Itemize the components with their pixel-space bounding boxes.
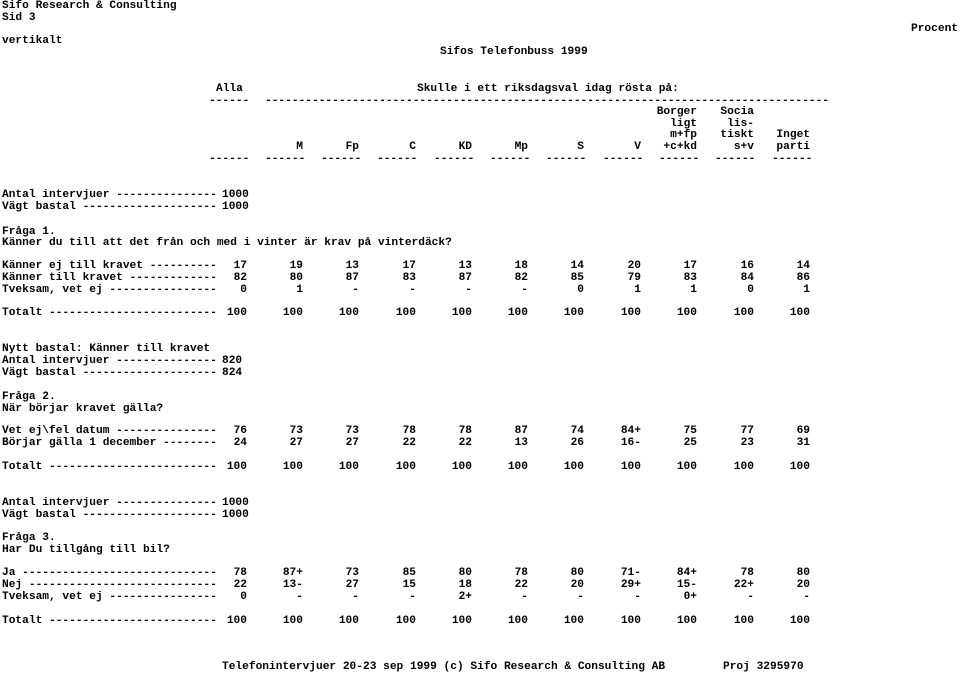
column-header: lis-	[727, 117, 754, 130]
cell-value: 0	[747, 284, 754, 296]
cell-value: 0+	[683, 591, 697, 603]
alla-header: Alla	[216, 83, 243, 95]
cell-value: 100	[676, 615, 697, 627]
cell-value: 100	[620, 307, 641, 319]
cell-value: 2+	[458, 591, 472, 603]
cell-value: 84	[740, 272, 754, 284]
alla-rule: ------	[209, 95, 250, 107]
cell-value: 17	[402, 260, 416, 272]
cell-value: 85	[570, 272, 584, 284]
column-header: ligt	[670, 117, 697, 130]
column-header: KD	[458, 140, 472, 153]
cell-value: 87	[458, 272, 472, 284]
cell-value: 100	[451, 307, 472, 319]
question-number: Fråga 1.	[2, 226, 56, 238]
cell-value: 83	[683, 272, 697, 284]
cell-value: 27	[289, 437, 303, 449]
column-header: Fp	[345, 140, 359, 153]
column-header: tiskt	[720, 129, 754, 141]
cell-value: 13	[458, 260, 472, 272]
cell-value: 87	[514, 425, 528, 437]
project-number: Proj 3295970	[723, 661, 804, 673]
cell-value: 15	[402, 579, 416, 591]
column-header: Borger	[656, 106, 697, 118]
cell-value: 23	[740, 437, 754, 449]
column-rule: ------	[603, 153, 644, 165]
cell-value: 100	[620, 461, 641, 473]
row-label: Vet ej\fel datum ---------------	[2, 425, 217, 437]
cell-value: 26	[570, 437, 584, 449]
cell-value: -	[577, 591, 584, 603]
base-label: Antal intervjuer ---------------	[2, 189, 217, 201]
cell-value: 16	[740, 260, 754, 272]
cell-value: 80	[289, 272, 303, 284]
cell-value: 22	[402, 437, 416, 449]
cell-value: 100	[789, 307, 810, 319]
cell-value: 100	[563, 461, 584, 473]
group-title: Skulle i ett riksdagsval idag rösta på:	[417, 83, 679, 95]
cell-value: 78	[402, 425, 416, 437]
cell-value: 0	[577, 284, 584, 296]
column-header: S	[577, 140, 584, 153]
cell-value: 16-	[620, 437, 641, 449]
cell-value: 22+	[733, 579, 754, 591]
cell-value: -	[803, 591, 810, 603]
column-rule: ------	[434, 153, 475, 165]
base-label: Antal intervjuer ---------------	[2, 355, 217, 367]
question-number: Fråga 3.	[2, 532, 56, 544]
cell-value: 100	[395, 615, 416, 627]
cell-value: 15-	[676, 579, 697, 591]
column-header: s+v	[733, 140, 754, 153]
cell-value: 18	[514, 260, 528, 272]
column-header: m+fp	[670, 129, 697, 141]
row-label: Känner ej till kravet ----------	[2, 260, 217, 272]
base-value: 824	[222, 367, 243, 379]
column-header: +c+kd	[663, 140, 697, 153]
cell-value: 20	[796, 579, 810, 591]
cell-value: 100	[395, 461, 416, 473]
column-rule: ------	[265, 153, 306, 165]
row-label: Ja -----------------------------	[2, 567, 217, 579]
column-header: V	[634, 140, 641, 153]
row-label: Nej ----------------------------	[2, 579, 217, 591]
cell-value: 100	[451, 461, 472, 473]
column-header: Socia	[720, 106, 754, 118]
cell-value: 14	[570, 260, 584, 272]
cell-value: 1	[803, 284, 810, 296]
cell-value: 74	[570, 425, 584, 437]
cell-value: -	[747, 591, 754, 603]
base-label: Vägt bastal --------------------	[2, 509, 217, 521]
cell-value: 84+	[620, 425, 641, 437]
row-label: Börjar gälla 1 december --------	[2, 437, 217, 449]
cell-value: 78	[514, 567, 528, 579]
cell-value: 100	[507, 461, 528, 473]
cell-value: 13	[345, 260, 359, 272]
column-rule: ------	[546, 153, 587, 165]
cell-value: 100	[563, 615, 584, 627]
cell-value: 87+	[282, 567, 303, 579]
cell-value: 20	[627, 260, 641, 272]
orientation-label: vertikalt	[2, 35, 63, 47]
base-value: 820	[222, 355, 243, 367]
alla-value: 24	[233, 437, 247, 449]
cell-value: 100	[563, 307, 584, 319]
alla-value: 22	[233, 579, 247, 591]
company-name: Sifo Research & Consulting	[2, 0, 177, 12]
cell-value: 77	[740, 425, 754, 437]
question-text: När börjar kravet gälla?	[2, 403, 164, 415]
cell-value: 78	[458, 425, 472, 437]
cell-value: 85	[402, 567, 416, 579]
group-rule: ------------------------------------------------------------------------------------	[265, 95, 829, 107]
cell-value: 80	[796, 567, 810, 579]
cell-value: -	[409, 591, 416, 603]
cell-value: -	[296, 591, 303, 603]
cell-value: 100	[395, 307, 416, 319]
row-label: Tveksam, vet ej ----------------	[2, 591, 217, 603]
cell-value: 73	[289, 425, 303, 437]
cell-value: 1	[634, 284, 641, 296]
cell-value: 100	[733, 615, 754, 627]
cell-value: 80	[458, 567, 472, 579]
cell-value: 73	[345, 425, 359, 437]
column-rule: ------	[490, 153, 531, 165]
row-label: Totalt -------------------------	[2, 461, 217, 473]
cell-value: -	[409, 284, 416, 296]
cell-value: 18	[458, 579, 472, 591]
cell-value: 19	[289, 260, 303, 272]
row-label: Känner till kravet -------------	[2, 272, 217, 284]
cell-value: 100	[282, 461, 303, 473]
cell-value: -	[465, 284, 472, 296]
cell-value: 13-	[282, 579, 303, 591]
column-rule: ------	[321, 153, 362, 165]
cell-value: 25	[683, 437, 697, 449]
cell-value: -	[352, 284, 359, 296]
base-label: Vägt bastal --------------------	[2, 367, 217, 379]
column-rule: ------	[715, 153, 756, 165]
base-value: 1000	[222, 189, 249, 201]
cell-value: 100	[733, 307, 754, 319]
alla-value: 0	[240, 591, 247, 603]
cell-value: 27	[345, 579, 359, 591]
question-number: Fråga 2.	[2, 391, 56, 403]
column-rule: ------	[772, 153, 813, 165]
column-header: Inget	[776, 129, 810, 141]
cell-value: 71-	[620, 567, 641, 579]
alla-sub-rule: ------	[209, 153, 250, 165]
cell-value: -	[352, 591, 359, 603]
cell-value: 1	[690, 284, 697, 296]
cell-value: 100	[676, 461, 697, 473]
cell-value: 27	[345, 437, 359, 449]
cell-value: 1	[296, 284, 303, 296]
column-rule: ------	[659, 153, 700, 165]
cell-value: 100	[338, 461, 359, 473]
cell-value: 100	[507, 615, 528, 627]
question-text: Har Du tillgång till bil?	[2, 544, 170, 556]
cell-value: 80	[570, 567, 584, 579]
cell-value: 22	[514, 579, 528, 591]
cell-value: 13	[514, 437, 528, 449]
cell-value: 78	[740, 567, 754, 579]
cell-value: 100	[620, 615, 641, 627]
cell-value: 79	[627, 272, 641, 284]
cell-value: 75	[683, 425, 697, 437]
footer-text: Telefonintervjuer 20-23 sep 1999 (c) Sifo Research & Consulting AB	[222, 661, 666, 673]
cell-value: 100	[338, 307, 359, 319]
cell-value: 100	[451, 615, 472, 627]
alla-value: 100	[226, 461, 247, 473]
base-value: 1000	[222, 509, 249, 521]
alla-value: 100	[226, 307, 247, 319]
cell-value: 82	[514, 272, 528, 284]
column-header: Mp	[514, 140, 528, 153]
cell-value: 83	[402, 272, 416, 284]
cell-value: 86	[796, 272, 810, 284]
page-number: Sid 3	[2, 12, 36, 24]
question-text: Känner du till att det från och med i vinter är krav på vinterdäck?	[2, 237, 452, 249]
cell-value: 100	[338, 615, 359, 627]
cell-value: 87	[345, 272, 359, 284]
base-note: Nytt bastal: Känner till kravet	[2, 343, 211, 355]
cell-value: 14	[796, 260, 810, 272]
column-header: M	[296, 140, 303, 153]
base-label: Vägt bastal --------------------	[2, 201, 217, 213]
cell-value: 22	[458, 437, 472, 449]
cell-value: 69	[796, 425, 810, 437]
cell-value: -	[634, 591, 641, 603]
cell-value: 100	[789, 461, 810, 473]
cell-value: 31	[796, 437, 810, 449]
cell-value: 100	[676, 307, 697, 319]
cell-value: 100	[733, 461, 754, 473]
row-label: Tveksam, vet ej ----------------	[2, 284, 217, 296]
row-label: Totalt -------------------------	[2, 307, 217, 319]
column-rule: ------	[377, 153, 418, 165]
row-label: Totalt -------------------------	[2, 615, 217, 627]
report-title: Sifos Telefonbuss 1999	[440, 46, 588, 58]
alla-value: 17	[233, 260, 247, 272]
alla-value: 76	[233, 425, 247, 437]
cell-value: -	[521, 284, 528, 296]
cell-value: 17	[683, 260, 697, 272]
cell-value: 100	[507, 307, 528, 319]
column-header: parti	[776, 140, 810, 153]
base-value: 1000	[222, 497, 249, 509]
alla-value: 78	[233, 567, 247, 579]
cell-value: 29+	[620, 579, 641, 591]
cell-value: -	[521, 591, 528, 603]
alla-value: 82	[233, 272, 247, 284]
unit-label: Procent	[911, 23, 958, 35]
cell-value: 100	[282, 307, 303, 319]
base-value: 1000	[222, 201, 249, 213]
cell-value: 73	[345, 567, 359, 579]
alla-value: 100	[226, 615, 247, 627]
cell-value: 84+	[676, 567, 697, 579]
base-label: Antal intervjuer ---------------	[2, 497, 217, 509]
column-header: C	[409, 140, 416, 153]
alla-value: 0	[240, 284, 247, 296]
cell-value: 100	[789, 615, 810, 627]
cell-value: 20	[570, 579, 584, 591]
cell-value: 100	[282, 615, 303, 627]
